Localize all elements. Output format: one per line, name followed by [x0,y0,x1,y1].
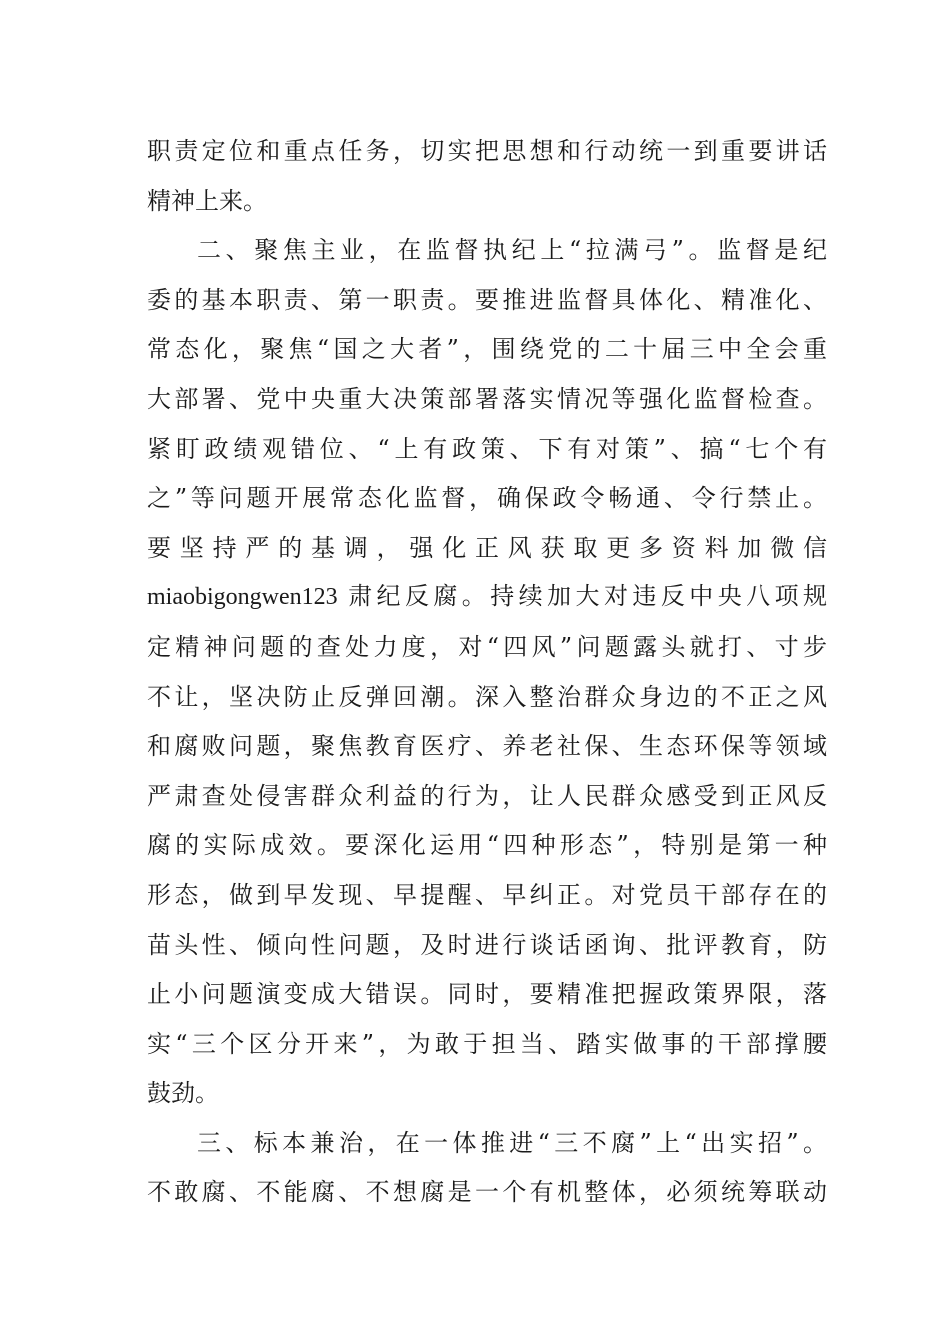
text-line: 委的基本职责、第一职责。要推进监督具体化、精准化、 [147,285,827,314]
text-line: 苗头性、倾向性问题，及时进行谈话函询、批评教育，防 [147,930,827,959]
text-line: 二、聚焦主业，在监督执纪上“拉满弓”。监督是纪 [197,236,827,265]
text-line: 实“三个区分开来”，为敢于担当、踏实做事的干部撑腰 [147,1029,827,1058]
text-line: 止小问题演变成大错误。同时，要精准把握政策界限，落 [147,980,827,1009]
text-line: 和腐败问题，聚焦教育医疗、养老社保、生态环保等领域 [147,732,827,761]
text-line: 定精神问题的查处力度，对“四风”问题露头就打、寸步 [147,632,827,661]
text-line: 严肃查处侵害群众利益的行为，让人民群众感受到正风反 [147,781,827,810]
text-line: 常态化，聚焦“国之大者”，围绕党的二十届三中全会重 [147,335,827,364]
text-line: 腐的实际成效。要深化运用“四种形态”，特别是第一种 [147,831,827,860]
text-line: 紧盯政绩观错位、“上有政策、下有对策”、搞“七个有 [147,434,827,463]
text-line: 之”等问题开展常态化监督，确保政令畅通、令行禁止。 [147,484,827,513]
document-body [147,127,827,1218]
text-line: 不敢腐、不能腐、不想腐是一个有机整体，必须统筹联动 [147,1178,827,1207]
text-line: 不让，坚决防止反弹回潮。深入整治群众身边的不正之风 [147,682,827,711]
text-line: 形态，做到早发现、早提醒、早纠正。对党员干部存在的 [147,880,827,909]
text-line: 要坚持严的基调，强化正风获取更多资料加微信 [147,533,827,562]
text-line: 鼓劲。 [147,1079,219,1108]
text-line: miaobigongwen123 肃纪反腐。持续加大对违反中央八项规 [147,584,827,611]
text-line: 精神上来。 [147,186,267,215]
text-line: 职责定位和重点任务，切实把思想和行动统一到重要讲话 [147,137,827,165]
text-line: 三、标本兼治，在一体推进“三不腐”上“出实招”。 [197,1128,827,1157]
text-line: 大部署、党中央重大决策部署落实情况等强化监督检查。 [147,384,827,413]
